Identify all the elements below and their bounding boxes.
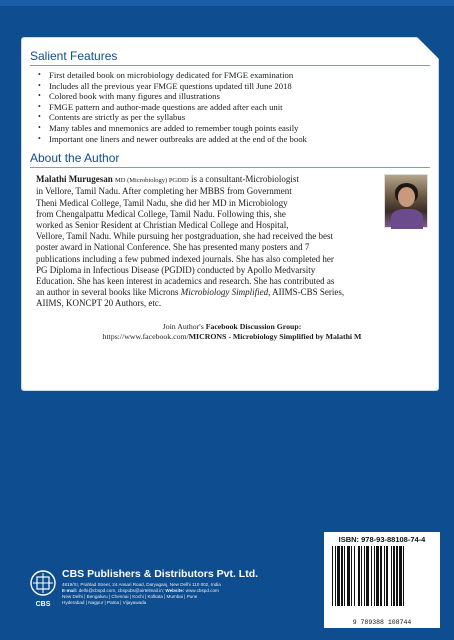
list-item: • Contents are strictly as per the syllabus (38, 112, 186, 123)
barcode-icon (330, 546, 434, 614)
bullet-icon: • (38, 80, 41, 90)
barcode-bar (399, 546, 402, 606)
author-name: Malathi Murugesan (36, 174, 113, 185)
top-rule (0, 0, 454, 6)
barcode-bar (374, 546, 375, 606)
author-section (36, 174, 428, 341)
barcode-bar (366, 546, 369, 606)
barcode-bar (361, 546, 362, 606)
bullet-icon: • (38, 122, 41, 132)
page-curl (417, 37, 439, 59)
barcode-bar (376, 546, 379, 606)
barcode-bar (364, 546, 365, 606)
bullet-icon: • (38, 101, 41, 111)
bullet-icon: • (38, 133, 41, 143)
barcode-bar (341, 546, 343, 606)
barcode-bar (371, 546, 372, 606)
barcode-bar (354, 546, 355, 606)
list-item: • First detailed book on microbiology dedicated for FMGE examination (38, 70, 294, 80)
barcode-bar (403, 546, 404, 606)
barcode-bar (393, 546, 395, 606)
publisher-address: 4819/XI, Prahlad Street, 24 Ansari Road, Daryaganj, New Delhi 110 002, India E-mail: delhi@cbspd.com, cbspubs@airtelmail.in; Website: www.cbspd.com New Delhi | Bengaluru | Chennai | Kochi | Kolkata | Mumbai | Pune Hyderabad | Nagpur | Patna | Vijayawada (62, 582, 221, 605)
barcode-bar (391, 546, 392, 606)
logo-text: CBS (35, 601, 51, 608)
barcode-bar (386, 546, 388, 606)
barcode-bar (344, 546, 345, 606)
author-photo (384, 174, 428, 228)
bullet-icon: • (38, 91, 41, 101)
facebook-group-info: Join Author's Facebook Discussion Group: https://www.facebook.com/MICRONS - Microbiology Simplified by Malathi M (36, 322, 428, 342)
barcode-bar (351, 546, 352, 606)
barcode-bar (332, 546, 333, 606)
facebook-link[interactable]: https://www.facebook.com/MICRONS - Microbiology Simplified by Malathi M (102, 331, 362, 341)
author-bio: Malathi Murugesan MD (Microbiology) PGDID is a consultant-Microbiologist in Vellore, Tamil Nadu. After completing her MBBS from Government Theni Medical College, Tamil Nadu, she did her MD in Microbiology from Chengalpattu Medical College, Tamil Nadu. Following this, she worked as Senior Resident at Christian Medical College and Hospital, Vellore, Tamil Nadu. While pursuing her postgraduation, she had received the best poster award in National Conference. She has presented many posters and 7 publications including a few pubmed indexed journals. She has also completed her PG Diploma in Infectious Disease (PGDID) conducted by Apollo Medvarsity Education. She has keen interest in academics and research. She has contributed as an author in several books like Microns Microbiology Simplified, AIIMS-CBS Series, AIIMS, KONCPT 20 Authors, etc. (36, 174, 345, 309)
list-item: • Colored book with many figures and illustrations (38, 91, 220, 102)
bullet-icon: • (38, 112, 41, 122)
salient-features-heading: Salient Features (30, 48, 430, 66)
features-list (36, 70, 428, 144)
barcode-bar (335, 546, 336, 606)
isbn-barcode-box (324, 532, 440, 628)
isbn-label: ISBN: 978-93-88108-74-4 (338, 535, 426, 544)
list-item: • Includes all the previous year FMGE questions updated till June 2018 (38, 80, 292, 91)
list-item: • Important one liners and newer outbreaks are added at the end of the book (38, 133, 307, 144)
barcode-bar (380, 546, 382, 606)
list-item: • FMGE pattern and author-made questions are added after each unit (38, 101, 283, 112)
bullet-icon: • (38, 70, 41, 79)
publisher-name: CBS Publishers & Distributors Pvt. Ltd. (62, 568, 259, 580)
barcode-bar (384, 546, 385, 606)
author-credentials: MD (Microbiology) PGDID (115, 177, 189, 185)
cbs-logo-icon (30, 570, 56, 600)
barcode-bar (396, 546, 398, 606)
about-author-heading: About the Author (30, 150, 430, 168)
barcode-bar (358, 546, 360, 606)
barcode-bar (347, 546, 350, 606)
list-item: • Many tables and mnemonics are added to remember tough points easily (38, 122, 299, 133)
barcode-digits: 9 789388 108744 (352, 619, 412, 626)
barcode-bar (337, 546, 340, 606)
content-card (22, 38, 438, 390)
